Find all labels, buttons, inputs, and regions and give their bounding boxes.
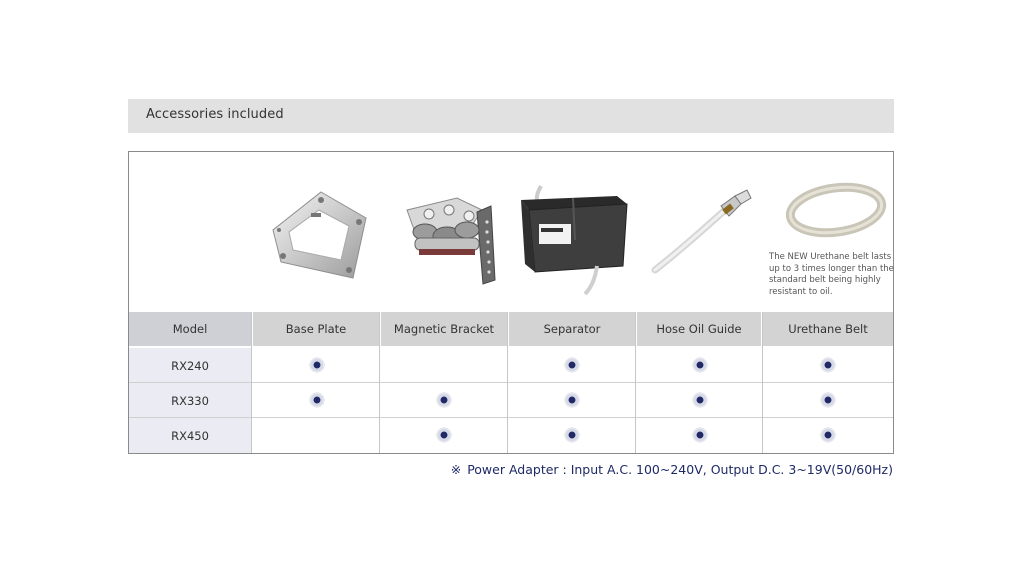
urethane-belt-note: The NEW Urethane belt lasts up to 3 times longer than the standard belt being highly resistant to oil. (769, 252, 894, 297)
row-divider (129, 417, 893, 418)
base-plate-image (253, 152, 379, 312)
power-adapter-footnote (451, 462, 893, 477)
included-dot (821, 393, 835, 407)
header-urethane-belt: Urethane Belt (763, 312, 893, 346)
magnetic-bracket-image (379, 152, 507, 312)
accessories-table (128, 151, 894, 454)
separator-image (507, 152, 635, 312)
row-label-rx450: RX450 (129, 418, 251, 453)
header-magnetic-bracket: Magnetic Bracket (381, 312, 507, 346)
included-dot (565, 393, 579, 407)
row-label-rx330: RX330 (129, 383, 251, 418)
included-dot (565, 358, 579, 372)
included-dot (821, 428, 835, 442)
included-dot (693, 358, 707, 372)
included-dot (693, 428, 707, 442)
included-dot (310, 358, 324, 372)
included-dot (437, 428, 451, 442)
row-divider (129, 382, 893, 383)
included-dot (310, 393, 324, 407)
column-divider (762, 312, 763, 453)
column-divider (251, 312, 252, 453)
included-dot (693, 393, 707, 407)
header-separator: Separator (509, 312, 635, 346)
footnote-text: Power Adapter : Input A.C. 100~240V, Output D.C. 3~19V(50/60Hz) (467, 462, 893, 477)
included-dot (565, 428, 579, 442)
header-model: Model (129, 312, 251, 346)
accessory-image-row (129, 152, 893, 312)
included-dot (437, 393, 451, 407)
header-base-plate: Base Plate (253, 312, 379, 346)
column-divider (379, 312, 380, 453)
section-title: Accessories included (146, 107, 284, 122)
included-dot (821, 358, 835, 372)
reference-mark: ※ (450, 462, 462, 477)
row-label-rx240: RX240 (129, 348, 251, 383)
column-divider (507, 312, 508, 453)
header-hose-oil-guide: Hose Oil Guide (637, 312, 761, 346)
column-divider (635, 312, 636, 453)
section-header-bar (128, 99, 894, 133)
hose-oil-guide-image (635, 152, 763, 312)
